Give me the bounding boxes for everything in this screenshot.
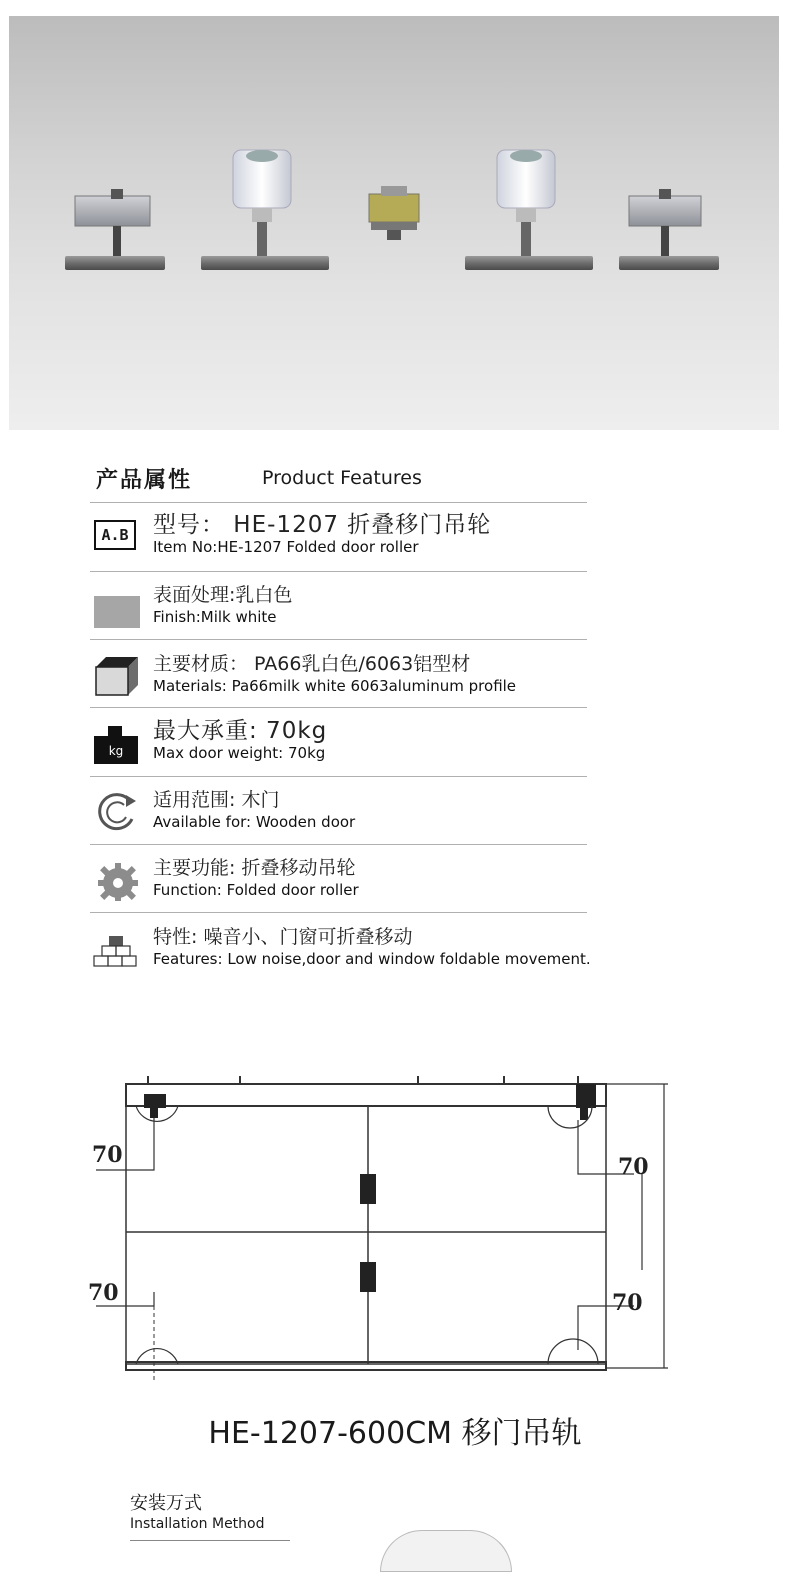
features-title-en: Product Features — [262, 467, 422, 489]
dimension-label: 70 — [92, 1142, 123, 1168]
rotation-arrows-icon — [92, 789, 142, 833]
product-features-header — [96, 463, 586, 503]
materials-en: Materials: Pa66milk white 6063aluminum profile — [153, 677, 517, 695]
color-swatch-icon — [92, 584, 142, 628]
product-photo — [9, 16, 779, 430]
divider — [90, 912, 587, 913]
feature-row-item-no — [90, 506, 710, 572]
dimension-label: 70 — [618, 1154, 649, 1180]
max-weight-en: Max door weight: 70kg — [153, 744, 326, 762]
feature-row-max-weight — [90, 712, 710, 778]
feature-row-finish — [90, 576, 710, 642]
right-roller — [465, 150, 593, 270]
divider — [90, 502, 587, 503]
roller-parts-illustration — [9, 16, 779, 430]
function-en: Function: Folded door roller — [153, 881, 359, 899]
left-clamp — [65, 189, 165, 270]
ab-label-icon: A.B — [92, 514, 142, 558]
features-en: Features: Low noise,door and window foldable movement. — [153, 950, 591, 968]
weight-kg-icon: kg — [92, 720, 142, 764]
installation-title-en: Installation Method — [130, 1516, 265, 1532]
divider — [130, 1540, 290, 1541]
divider — [90, 571, 587, 572]
item-no-cn: 型号： HE-1207 折叠移门吊轮 — [153, 512, 492, 538]
installation-title-cn: 安装万式 — [130, 1493, 202, 1514]
track-diagram — [78, 1070, 678, 1390]
feature-row-function — [90, 849, 710, 915]
feature-row-materials — [90, 645, 710, 711]
divider — [90, 844, 587, 845]
item-no-en: Item No:HE-1207 Folded door roller — [153, 538, 419, 556]
divider — [90, 776, 587, 777]
max-weight-cn: 最大承重: 70kg — [153, 718, 328, 744]
center-stopper — [369, 186, 419, 240]
finish-cn: 表面处理:乳白色 — [153, 584, 293, 606]
gear-icon — [92, 857, 142, 901]
function-cn: 主要功能: 折叠移动吊轮 — [153, 857, 356, 879]
installation-illustration — [380, 1530, 512, 1572]
divider — [90, 707, 587, 708]
dimension-label: 70 — [88, 1280, 119, 1306]
materials-cn: 主要材质： PA66乳白色/6063铝型材 — [153, 653, 471, 675]
feature-row-available-for — [90, 781, 710, 847]
features-title-cn: 产品属性 — [96, 468, 193, 493]
diagram-title: HE-1207-600CM 移门吊轨 — [208, 1416, 582, 1451]
feature-row-features — [90, 918, 710, 984]
left-roller — [201, 150, 329, 270]
stacked-blocks-icon — [92, 926, 142, 970]
divider — [90, 639, 587, 640]
material-block-icon — [92, 653, 142, 697]
right-clamp — [619, 189, 719, 270]
finish-en: Finish:Milk white — [153, 608, 277, 626]
available-for-cn: 适用范围: 木门 — [153, 789, 280, 811]
dimension-label: 70 — [612, 1290, 643, 1316]
features-cn: 特性: 噪音小、门窗可折叠移动 — [153, 926, 413, 948]
available-for-en: Available for: Wooden door — [153, 813, 356, 831]
